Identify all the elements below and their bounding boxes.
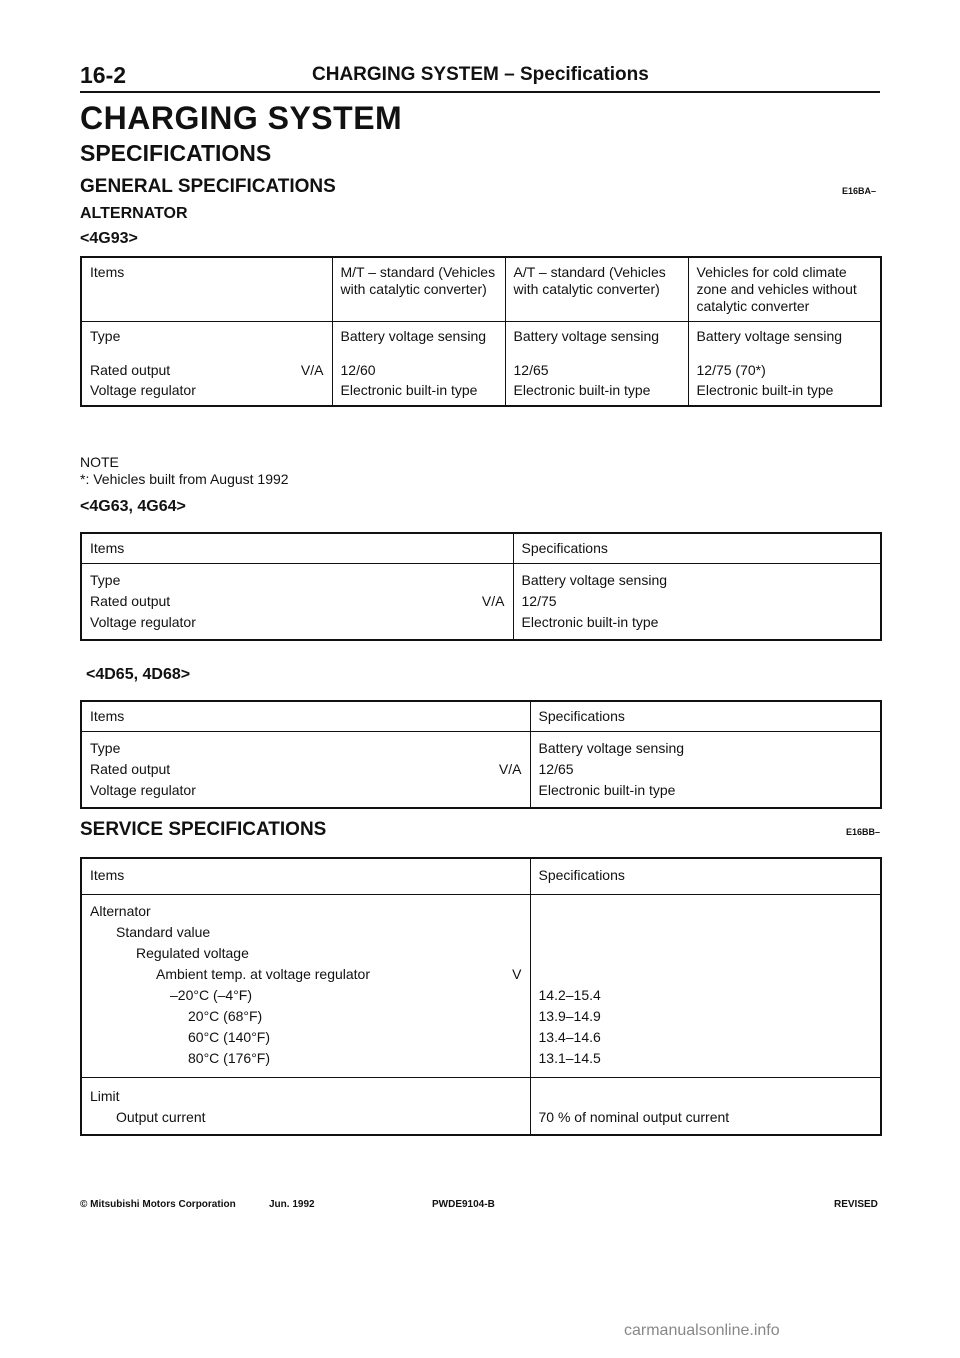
row-label: Voltage regulator: [90, 614, 196, 630]
row-label-text: Rated output: [90, 761, 171, 777]
header-cell: Specifications: [530, 858, 881, 895]
engine-4g93-label: <4G93>: [80, 230, 138, 247]
general-specs-title: GENERAL SPECIFICATIONS: [80, 176, 336, 197]
header-cell: Specifications: [530, 701, 881, 732]
cell-value: 14.2–15.4: [538, 987, 601, 1003]
row-label: [90, 591, 505, 612]
table-row: [81, 1078, 881, 1136]
row-label: Voltage regulator: [90, 782, 196, 798]
cell-value: 70 % of nominal output current: [538, 1109, 730, 1125]
row-label-text: Rated output: [90, 593, 171, 609]
table-row: [81, 322, 881, 407]
row-label: [90, 362, 324, 382]
engine-4g63-label: <4G63, 4G64>: [80, 498, 186, 515]
table-header-row: [81, 858, 881, 895]
row-unit: V: [512, 966, 522, 982]
header-rule: [80, 91, 880, 93]
row-label: Standard value: [116, 924, 211, 940]
row-label: Regulated voltage: [136, 945, 249, 961]
cell-value: Battery voltage sensing: [538, 740, 685, 756]
row-label: –20°C (–4°F): [170, 987, 253, 1003]
header-cell: A/T – standard (Vehicles with catalytic converter): [505, 257, 688, 322]
service-specs-code: E16BB–: [846, 827, 881, 837]
note-text: *: Vehicles built from August 1992: [80, 471, 289, 487]
cell-value: 12/75 (70*): [696, 362, 766, 378]
cell-value: Electronic built-in type: [696, 382, 834, 398]
cell-value: 13.9–14.9: [538, 1008, 601, 1024]
section-title: SPECIFICATIONS: [80, 140, 272, 166]
cell-value: Battery voltage sensing: [696, 328, 843, 344]
footer-doc-code: PWDE9104-B: [432, 1199, 495, 1210]
table-header-row: [81, 533, 881, 564]
header-cell: Specifications: [513, 533, 881, 564]
general-specs-code: E16BA–: [842, 186, 877, 196]
row-label: 20°C (68°F): [188, 1008, 263, 1024]
header-cell: M/T – standard (Vehicles with catalytic converter): [332, 257, 505, 322]
cell-value: 12/65: [513, 362, 549, 378]
footer-status: REVISED: [834, 1199, 878, 1210]
note: [80, 454, 289, 488]
header-cell: Items: [81, 701, 530, 732]
row-label: Type: [90, 572, 121, 588]
row-label: Limit: [90, 1088, 120, 1104]
main-title: CHARGING SYSTEM: [80, 100, 403, 136]
note-title: NOTE: [80, 454, 119, 470]
header-cell: Items: [81, 257, 332, 322]
row-unit: V/A: [481, 593, 505, 609]
row-label: Alternator: [90, 903, 151, 919]
header-cell: Items: [81, 533, 513, 564]
row-label-text: Ambient temp. at voltage regulator: [156, 966, 371, 982]
row-label: Output current: [116, 1109, 206, 1125]
footer-copyright: © Mitsubishi Motors Corporation: [80, 1199, 236, 1210]
cell-value: Electronic built-in type: [513, 382, 651, 398]
cell-value: Battery voltage sensing: [340, 328, 487, 344]
row-label: Type: [90, 328, 121, 344]
cell-value: 12/60: [340, 362, 376, 378]
running-title: CHARGING SYSTEM – Specifications: [312, 64, 649, 85]
table-row: [81, 732, 881, 809]
footer-date: Jun. 1992: [269, 1199, 315, 1210]
engine-4d65-label: <4D65, 4D68>: [86, 666, 191, 683]
cell-value: Battery voltage sensing: [521, 572, 668, 588]
table-header-row: [81, 257, 881, 322]
row-label: [90, 964, 522, 985]
table-4g93: [80, 256, 882, 407]
header-cell: Vehicles for cold climate zone and vehicles without catalytic converter: [688, 257, 881, 322]
row-label-text: Rated output: [90, 362, 171, 378]
cell-value: Electronic built-in type: [340, 382, 478, 398]
cell-value: Electronic built-in type: [538, 782, 676, 798]
cell-value: 13.1–14.5: [538, 1050, 601, 1066]
row-unit: V/A: [498, 761, 522, 777]
row-label: 80°C (176°F): [188, 1050, 271, 1066]
row-unit: V/A: [300, 362, 324, 378]
cell-value: 12/65: [538, 761, 574, 777]
row-label: [90, 759, 522, 780]
table-row: [81, 895, 881, 1078]
service-specs-title: SERVICE SPECIFICATIONS: [80, 819, 327, 840]
cell-value: 13.4–14.6: [538, 1029, 601, 1045]
table-service: [80, 857, 882, 1136]
alternator-subtitle: ALTERNATOR: [80, 205, 188, 222]
table-header-row: [81, 701, 881, 732]
row-label: Type: [90, 740, 121, 756]
page-number: 16-2: [80, 62, 127, 88]
cell-value: Electronic built-in type: [521, 614, 659, 630]
cell-value: Battery voltage sensing: [513, 328, 660, 344]
table-4d65: [80, 700, 882, 809]
row-label: 60°C (140°F): [188, 1029, 271, 1045]
row-label: Voltage regulator: [90, 382, 196, 398]
cell-value: 12/75: [521, 593, 557, 609]
table-row: [81, 564, 881, 641]
header-cell: Items: [81, 858, 530, 895]
watermark: carmanualsonline.info: [624, 1322, 780, 1339]
table-4g63: [80, 532, 882, 641]
